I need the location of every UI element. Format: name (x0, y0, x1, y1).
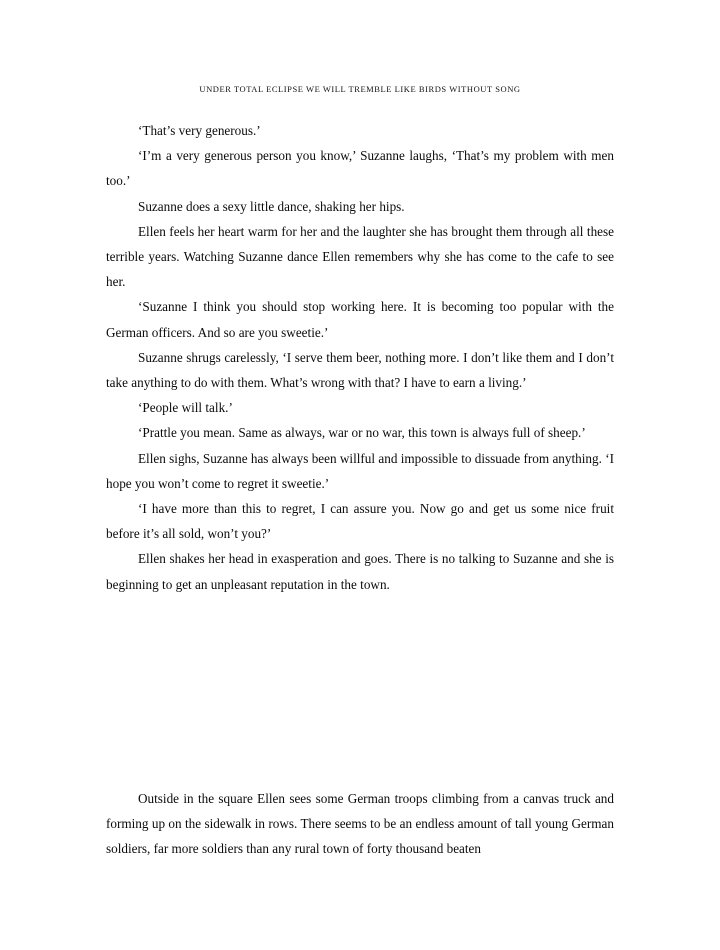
paragraph: Outside in the square Ellen sees some German troops climbing from a canvas truck and forming up on the sidewalk in rows. There seems to be an endless amount of tall young German soldiers, far more soldiers than any rural town of forty thousand beaten (106, 791, 614, 857)
paragraph: Suzanne does a sexy little dance, shaking her hips. (138, 198, 405, 214)
paragraph: ‘People will talk.’ (138, 400, 233, 416)
paragraph: ‘That’s very generous.’ (138, 123, 261, 138)
body-text-block (106, 118, 614, 597)
running-head: UNDER TOTAL ECLIPSE WE WILL TREMBLE LIKE BIRDS WITHOUT SONG (199, 84, 521, 94)
paragraph: Ellen sighs, Suzanne has always been willful and impossible to dissuade from anything. ‘I hope you won’t come to regret it sweetie.’ (106, 450, 614, 491)
paragraph: Ellen shakes her head in exasperation and goes. There is no talking to Suzanne and she is beginning to get an unpleasant reputation in the town. (106, 551, 614, 592)
paragraph: Suzanne shrugs carelessly, ‘I serve them beer, nothing more. I don’t like them and I don’t take anything to do with them. What’s wrong with that? I have to earn a living.’ (106, 349, 614, 391)
paragraph: ‘I’m a very generous person you know,’ Suzanne laughs, ‘That’s my problem with men too.’ (106, 148, 614, 189)
paragraph: ‘Prattle you mean. Same as always, war or no war, this town is always full of sheep.’ (138, 425, 586, 441)
paragraph: ‘Suzanne I think you should stop working here. It is becoming too popular with the German officers. And so are you sweetie.’ (106, 299, 614, 340)
paragraph: Ellen feels her heart warm for her and the laughter she has brought them through all these terrible years. Watching Suzanne dance Ellen remembers why she has come to the cafe to see her. (106, 223, 614, 290)
paragraph: ‘I have more than this to regret, I can assure you. Now go and get us some nice fruit before it’s all sold, won’t you?’ (106, 501, 614, 542)
tail-text-block (106, 786, 614, 862)
